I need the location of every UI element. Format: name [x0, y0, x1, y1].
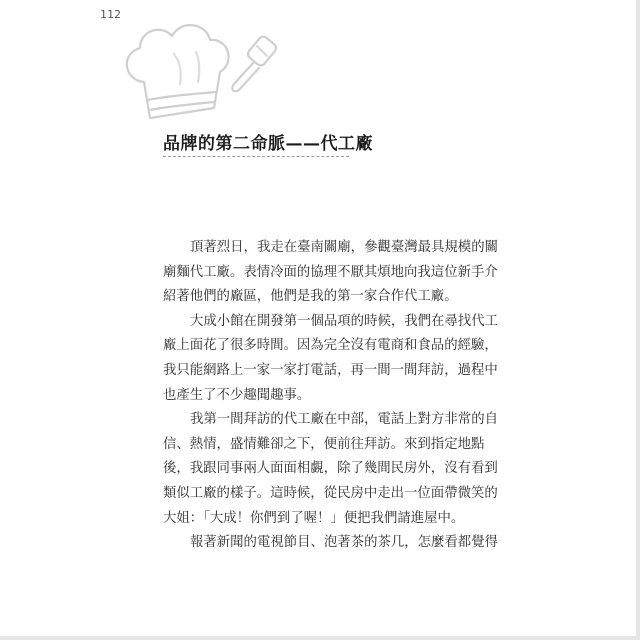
paragraph-line: 廟麵代工廠。表情冷面的協理不厭其煩地向我這位新手介	[163, 264, 498, 280]
body-text	[163, 236, 498, 556]
paragraph-line: 也產生了不少趣聞趣事。	[163, 387, 311, 403]
paragraph-line: 廠上面花了很多時間。因為完全沒有電商和食品的經驗，	[163, 338, 498, 354]
paragraph-line: 大姐：「大成！你們到了喔！」便把我們請進屋中。	[163, 510, 465, 526]
paragraph-line: 報著新聞的電視節目、泡著茶的茶几，怎麼看都覺得	[190, 535, 498, 551]
spatula-icon	[232, 35, 278, 92]
paragraph-line: 後，我跟同事兩人面面相覷，除了幾間民房外，沒有看到	[163, 461, 498, 477]
paragraph-line: 紹著他們的廠區，他們是我的第一家合作代工廠。	[163, 289, 458, 305]
paragraph-line: 我只能網路上一家一家打電話，再一間一間拜訪，過程中	[163, 362, 498, 378]
chapter-title: 品牌的第二命脈——代工廠	[163, 134, 373, 154]
paragraph-line: 大成小館在開發第一個品項的時候，我們在尋找代工	[190, 313, 498, 329]
title-divider	[163, 156, 349, 157]
page-number: 112	[100, 8, 122, 21]
paragraph-line: 頂著烈日，我走在臺南關廟，參觀臺灣最具規模的關	[190, 240, 498, 255]
paragraph-line: 類似工廠的樣子。這時候，從民房中走出一位面帶微笑的	[163, 485, 498, 501]
paragraph-line: 我第一間拜訪的代工廠在中部，電話上對方非常的自	[190, 412, 498, 428]
chapter-decoration	[110, 10, 290, 130]
paragraph-line: 信、熱情，盛情難卻之下，便前往拜訪。來到指定地點	[163, 436, 485, 452]
chef-hat-icon	[127, 25, 229, 118]
